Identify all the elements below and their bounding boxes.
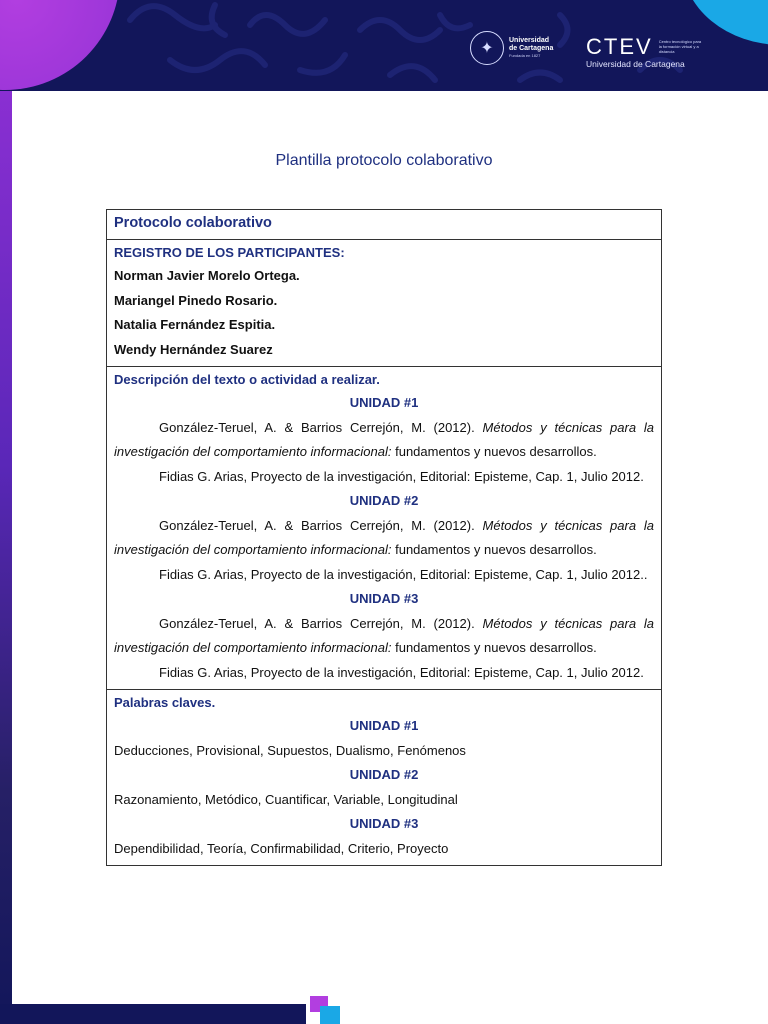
universidad-de-cartagena-logo bbox=[470, 31, 553, 65]
reference-entry bbox=[114, 514, 654, 563]
participant-name: Norman Javier Morelo Ortega. bbox=[114, 268, 300, 283]
ctev-subtitle: Universidad de Cartagena bbox=[586, 59, 685, 69]
unit-title: UNIDAD #3 bbox=[349, 591, 419, 606]
reference-entry: Fidias G. Arias, Proyecto de la investigación, Editorial: Episteme, Cap. 1, Julio 2012. bbox=[159, 468, 644, 484]
reference-entry bbox=[114, 416, 654, 465]
footer-blue-square bbox=[320, 1006, 340, 1024]
unit-title: UNIDAD #2 bbox=[349, 493, 419, 508]
reference-entry: Fidias G. Arias, Proyecto de la investigación, Editorial: Episteme, Cap. 1, Julio 2012.. bbox=[159, 566, 648, 582]
udc-tagline: Fundada en 1827 bbox=[509, 53, 541, 58]
protocol-heading-cell bbox=[107, 210, 662, 240]
keywords-label: Palabras claves. bbox=[114, 695, 216, 710]
university-seal-icon: ✦ bbox=[470, 31, 504, 65]
ctev-title: CTEV bbox=[586, 34, 653, 59]
keywords-list: Deducciones, Provisional, Supuestos, Dualismo, Fenómenos bbox=[114, 742, 466, 758]
protocol-heading: Protocolo colaborativo bbox=[114, 215, 272, 231]
participants-label: REGISTRO DE LOS PARTICIPANTES: bbox=[114, 245, 345, 260]
unit-title: UNIDAD #2 bbox=[349, 767, 419, 782]
left-gradient-bar bbox=[0, 91, 12, 1024]
description-cell bbox=[107, 367, 662, 690]
reference-book-title: Métodos y técnicas para la investigación del comportamiento informacional: bbox=[114, 615, 655, 655]
reference-authors: González-Teruel, A. & Barrios Cerrejón, M. (2012). bbox=[159, 419, 483, 435]
udc-name-line2: de Cartagena bbox=[509, 45, 554, 52]
reference-rest: fundamentos y nuevos desarrollos. bbox=[391, 542, 597, 557]
reference-authors: González-Teruel, A. & Barrios Cerrejón, M. (2012). bbox=[159, 517, 483, 533]
participant-name: Natalia Fernández Espitia. bbox=[114, 317, 276, 332]
unit-title: UNIDAD #1 bbox=[349, 718, 419, 733]
ctev-tagline: Centro tecnológico para la formación virtual y a distancia bbox=[658, 39, 702, 54]
keywords-list: Razonamiento, Metódico, Cuantificar, Variable, Longitudinal bbox=[114, 791, 458, 807]
keywords-list: Dependibilidad, Teoría, Confirmabilidad, Criterio, Proyecto bbox=[114, 840, 449, 856]
udc-name-line1: Universidad bbox=[509, 37, 550, 44]
reference-book-title: Métodos y técnicas para la investigación del comportamiento informacional: bbox=[114, 419, 655, 459]
reference-entry bbox=[114, 612, 654, 661]
protocol-table bbox=[106, 209, 662, 866]
ctev-logo bbox=[586, 36, 705, 69]
reference-rest: fundamentos y nuevos desarrollos. bbox=[391, 640, 597, 655]
document-title: Plantilla protocolo colaborativo bbox=[275, 152, 493, 169]
footer-bar bbox=[0, 1004, 306, 1024]
participants-cell bbox=[107, 240, 662, 367]
reference-authors: González-Teruel, A. & Barrios Cerrejón, M. (2012). bbox=[159, 615, 483, 631]
page-header-banner bbox=[0, 0, 768, 91]
reference-rest: fundamentos y nuevos desarrollos. bbox=[391, 444, 597, 459]
reference-book-title: Métodos y técnicas para la investigación del comportamiento informacional: bbox=[114, 517, 655, 557]
unit-title: UNIDAD #3 bbox=[349, 816, 419, 831]
participant-name: Wendy Hernández Suarez bbox=[114, 341, 273, 357]
unit-title: UNIDAD #1 bbox=[349, 395, 419, 410]
participant-name: Mariangel Pinedo Rosario. bbox=[114, 292, 278, 308]
description-label: Descripción del texto o actividad a realizar. bbox=[114, 372, 380, 387]
keywords-cell bbox=[107, 690, 662, 866]
reference-entry: Fidias G. Arias, Proyecto de la investigación, Editorial: Episteme, Cap. 1, Julio 2012. bbox=[159, 664, 644, 680]
